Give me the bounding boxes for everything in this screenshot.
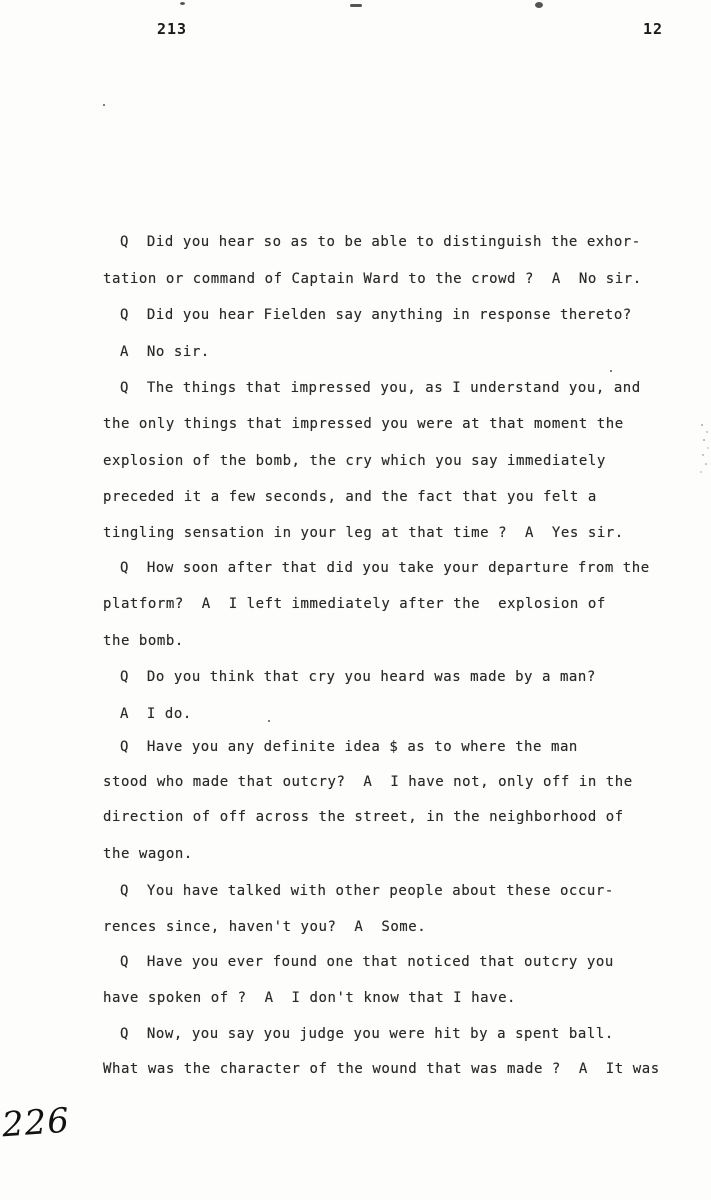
- transcript-line: direction of off across the street, in the neighborhood of: [103, 809, 624, 825]
- transcript-line: A No sir.: [120, 344, 210, 360]
- transcript-line: Q Now, you say you judge you were hit by a spent ball.: [120, 1026, 614, 1042]
- transcript-line: platform? A I left immediately after the explosion of: [103, 596, 606, 612]
- transcript-line: the bomb.: [103, 633, 184, 649]
- speck-mark: [350, 4, 362, 7]
- transcript-line: rences since, haven't you? A Some.: [103, 919, 427, 935]
- transcript-line: Q The things that impressed you, as I understand you, and: [120, 380, 641, 396]
- transcript-line: stood who made that outcry? A I have not, only off in the: [103, 774, 633, 790]
- edge-stipple: [699, 420, 711, 480]
- speck-mark: [610, 370, 612, 372]
- transcript-line: Q How soon after that did you take your departure from the: [120, 560, 650, 576]
- transcript-line: Q You have talked with other people about these occur-: [120, 883, 614, 899]
- transcript-line: the wagon.: [103, 846, 193, 862]
- transcript-line: tingling sensation in your leg at that time ? A Yes sir.: [103, 525, 624, 541]
- handwritten-margin-number: 226: [0, 1100, 72, 1146]
- transcript-line: Q Have you ever found one that noticed that outcry you: [120, 954, 614, 970]
- speck-mark: [535, 2, 543, 8]
- transcript-line: Q Do you think that cry you heard was made by a man?: [120, 669, 596, 685]
- page-number-left: 213: [157, 20, 188, 38]
- transcript-line: explosion of the bomb, the cry which you say immediately: [103, 453, 606, 469]
- speck-mark: [268, 720, 270, 722]
- transcript-line: Q Did you hear so as to be able to distinguish the exhor-: [120, 234, 641, 250]
- transcript-line: A I do.: [120, 706, 192, 722]
- transcript-line: the only things that impressed you were at that moment the: [103, 416, 624, 432]
- transcript-line: Q Have you any definite idea $ as to where the man: [120, 739, 578, 755]
- page-number-right: 12: [643, 20, 664, 38]
- transcript-line: preceded it a few seconds, and the fact that you felt a: [103, 489, 597, 505]
- speck-mark: [103, 104, 105, 106]
- speck-mark: [180, 2, 185, 5]
- transcript-line: tation or command of Captain Ward to the crowd ? A No sir.: [103, 271, 642, 287]
- transcript-line: What was the character of the wound that was made ? A It was: [103, 1061, 660, 1077]
- transcript-line: have spoken of ? A I don't know that I have.: [103, 990, 517, 1006]
- transcript-line: Q Did you hear Fielden say anything in response thereto?: [120, 307, 632, 323]
